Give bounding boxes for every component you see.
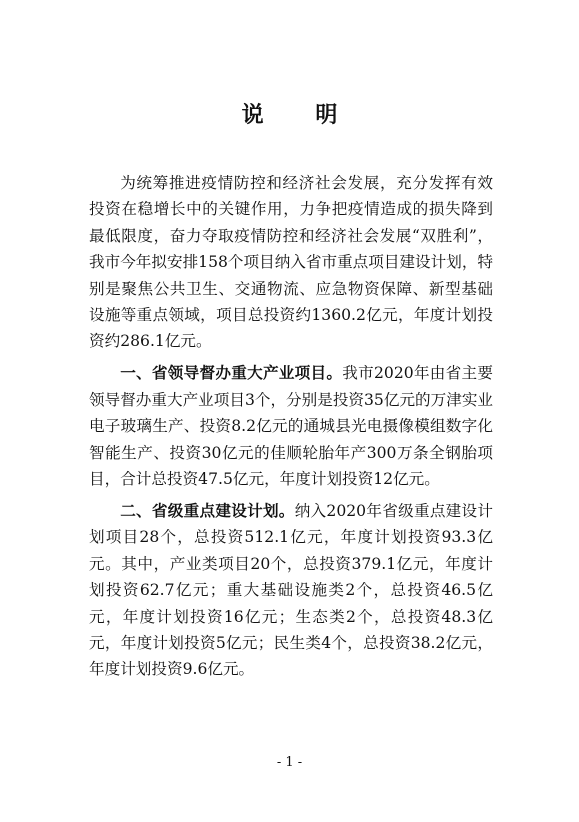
paragraph-text: 纳入2020年省级重点建设计划项目28个，总投资512.1亿元，年度计划投资93.3亿元。其中，产业类项目20个，总投资379.1亿元，年度计划投资62.7亿元；重大基础设施类2个，总投资46.5亿元，年度计划投资16亿元；生态类2个，总投资48.3亿元，年度计划投资5亿元；民生类4个，总投资38.2亿元，年度计划投资9.6亿元。 (89, 501, 493, 679)
paragraph-heading: 二、省级重点建设计划。 (120, 500, 295, 520)
paragraph-intro (89, 170, 493, 355)
paragraph-heading: 一、省领导督办重大产业项目。 (120, 363, 343, 383)
page-title: 说 明 (241, 102, 360, 128)
page-number: - 1 - (276, 755, 303, 770)
document-body (89, 170, 493, 688)
paragraph-provincial-key-plan (89, 498, 493, 683)
paragraph-text: 为统筹推进疫情防控和经济社会发展，充分发挥有效投资在稳增长中的关键作用，力争把疫情造成的损失降到最低限度，奋力夺取疫情防控和经济社会发展“双胜利”，我市今年拟安排158个项目纳入省市重点项目建设计划，特别是聚焦公共卫生、交通物流、应急物资保障、新型基础设施等重点领域，项目总投资约1360.2亿元，年度计划投资约286.1亿元。 (89, 174, 494, 351)
paragraph-provincial-supervised-projects (89, 360, 493, 492)
paragraph-text: 我市2020年由省主要领导督办重大产业项目3个，分别是投资35亿元的万津实业电子玻璃生产、投资8.2亿元的通城县光电摄像模组数字化智能生产、投资30亿元的佳顺轮胎年产300万条全钢胎项目，合计总投资47.5亿元，年度计划投资12亿元。 (89, 364, 494, 488)
